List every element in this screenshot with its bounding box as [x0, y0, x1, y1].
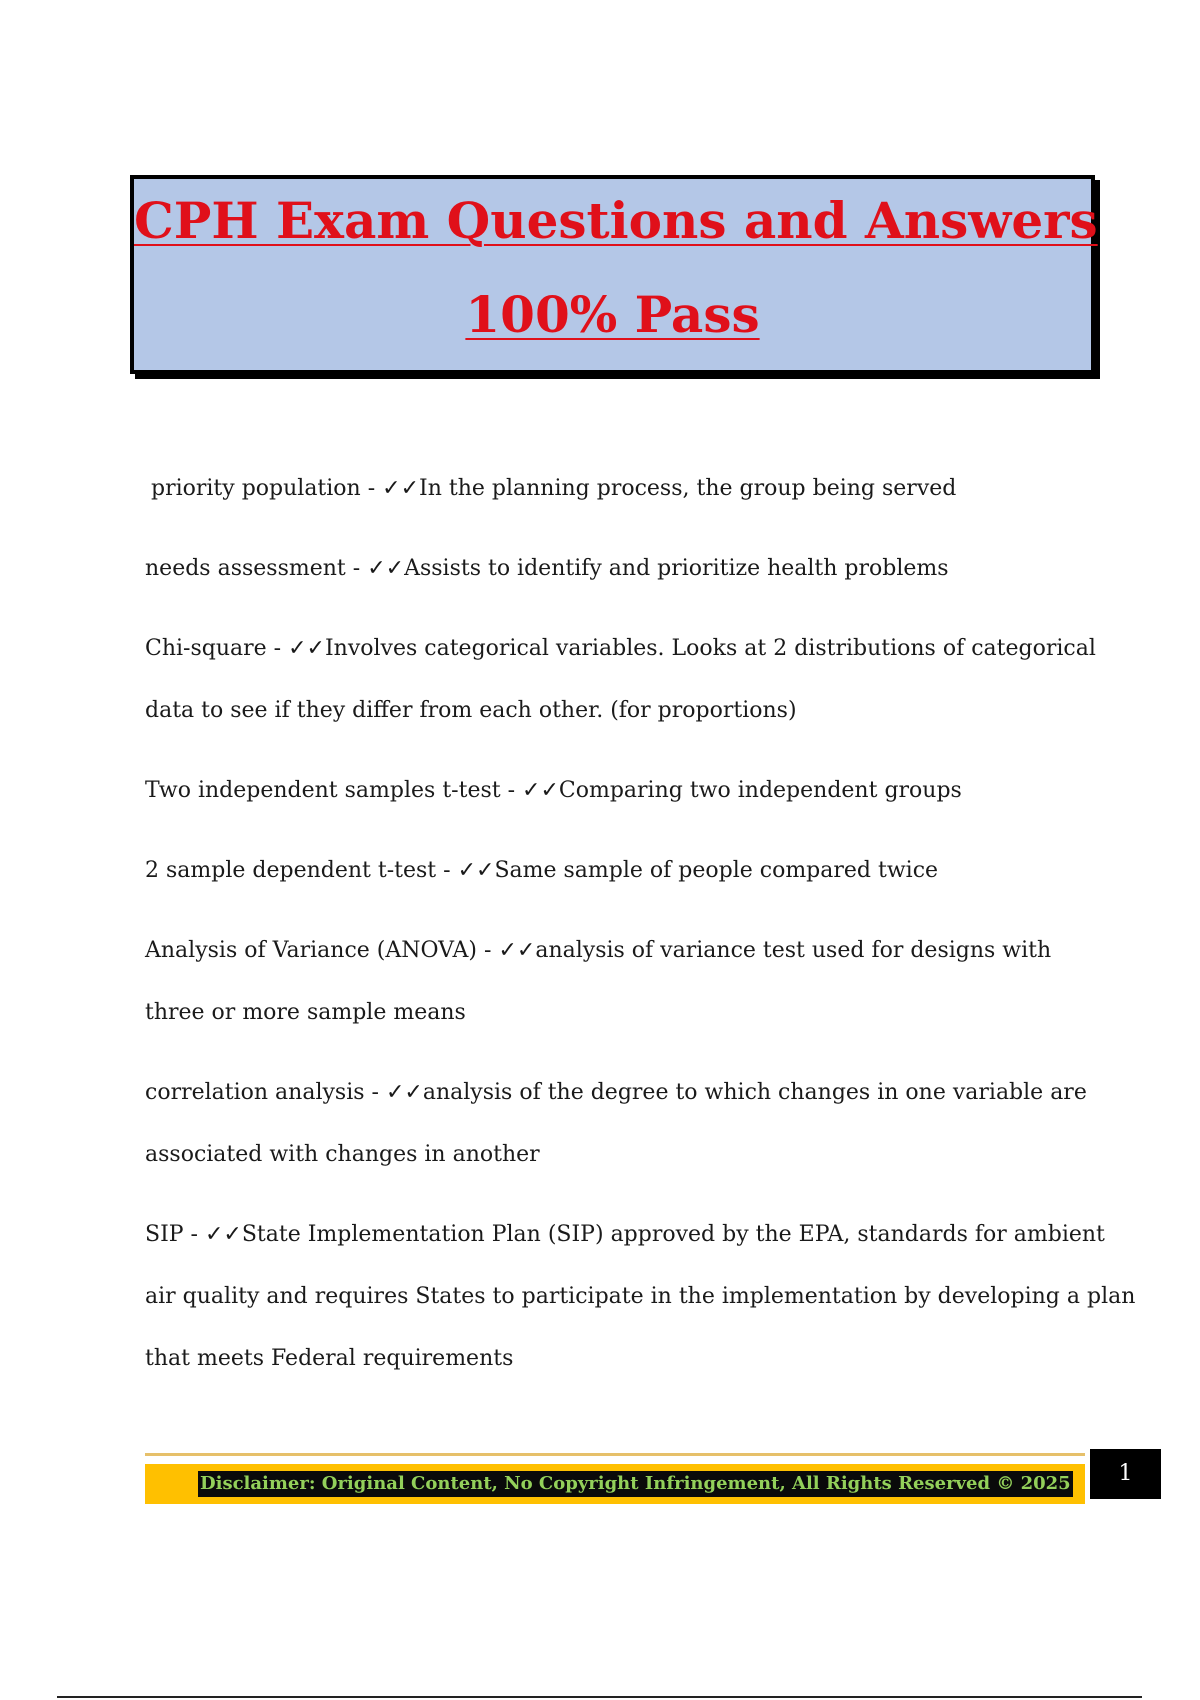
qa-line [145, 840, 1095, 902]
check-mark-icon: ✓✓ [367, 556, 405, 581]
qa-entry [145, 920, 1095, 1044]
check-mark-icon: ✓✓ [382, 476, 420, 501]
qa-term: Chi-square - [145, 636, 289, 661]
title-box [130, 175, 1098, 374]
qa-answer-continued: air quality and requires States to participate in the implementation by developing a plan [145, 1284, 1136, 1309]
qa-answer: Comparing two independent groups [558, 778, 962, 803]
qa-answer-continued: data to see if they differ from each other. (for proportions) [145, 698, 797, 723]
qa-answer: State Implementation Plan (SIP) approved by the EPA, standards for ambient [241, 1222, 1105, 1247]
qa-term: 2 sample dependent t-test - [145, 858, 458, 883]
qa-answer: analysis of the degree to which changes in one variable are [422, 1080, 1087, 1105]
check-mark-icon: ✓✓ [457, 858, 495, 883]
qa-entry [145, 840, 1095, 902]
qa-line [151, 458, 1095, 520]
qa-line [145, 1062, 1095, 1124]
qa-line [145, 920, 1095, 982]
qa-term: Two independent samples t-test - [145, 778, 523, 803]
document-subtitle: 100% Pass [465, 285, 760, 344]
qa-entry [145, 1204, 1136, 1390]
page-number: 1 [1090, 1449, 1161, 1499]
check-mark-icon: ✓✓ [498, 938, 536, 963]
check-mark-icon: ✓✓ [522, 778, 559, 803]
qa-answer-continued: that meets Federal requirements [145, 1346, 514, 1371]
qa-answer: In the planning process, the group being served [419, 476, 957, 501]
document-title: CPH Exam Questions and Answers [134, 191, 1098, 250]
footer-divider [145, 1453, 1085, 1456]
check-mark-icon: ✓✓ [288, 636, 325, 661]
check-mark-icon: ✓✓ [385, 1080, 423, 1105]
qa-answer: Same sample of people compared twice [494, 858, 939, 883]
qa-entry [145, 538, 1095, 600]
qa-term: priority population - [151, 476, 383, 501]
qa-list [145, 458, 1136, 1408]
qa-answer: Involves categorical variables. Looks at 2 distributions of categorical [324, 636, 1096, 661]
qa-answer: Assists to identify and prioritize health problems [404, 556, 949, 581]
qa-entry [145, 458, 1095, 520]
qa-entry [145, 1062, 1095, 1186]
page-bottom-divider [57, 1696, 1142, 1698]
qa-entry [145, 618, 1095, 742]
qa-line [145, 538, 1095, 600]
qa-entry [145, 760, 1095, 822]
qa-answer-continued: three or more sample means [145, 1000, 466, 1025]
qa-line [145, 760, 1095, 822]
qa-term: correlation analysis - [145, 1080, 386, 1105]
qa-term: Analysis of Variance (ANOVA) - [145, 938, 499, 963]
qa-term: needs assessment - [145, 556, 368, 581]
footer-bar [145, 1464, 1085, 1504]
qa-answer: analysis of variance test used for designs with [535, 938, 1052, 963]
qa-answer-continued: associated with changes in another [145, 1142, 540, 1167]
qa-line [145, 1204, 1105, 1266]
qa-term: SIP - [145, 1222, 205, 1247]
qa-line [145, 618, 1095, 680]
check-mark-icon: ✓✓ [204, 1222, 242, 1247]
disclaimer-text: Disclaimer: Original Content, No Copyright Infringement, All Rights Reserved © 2025 [198, 1471, 1073, 1497]
